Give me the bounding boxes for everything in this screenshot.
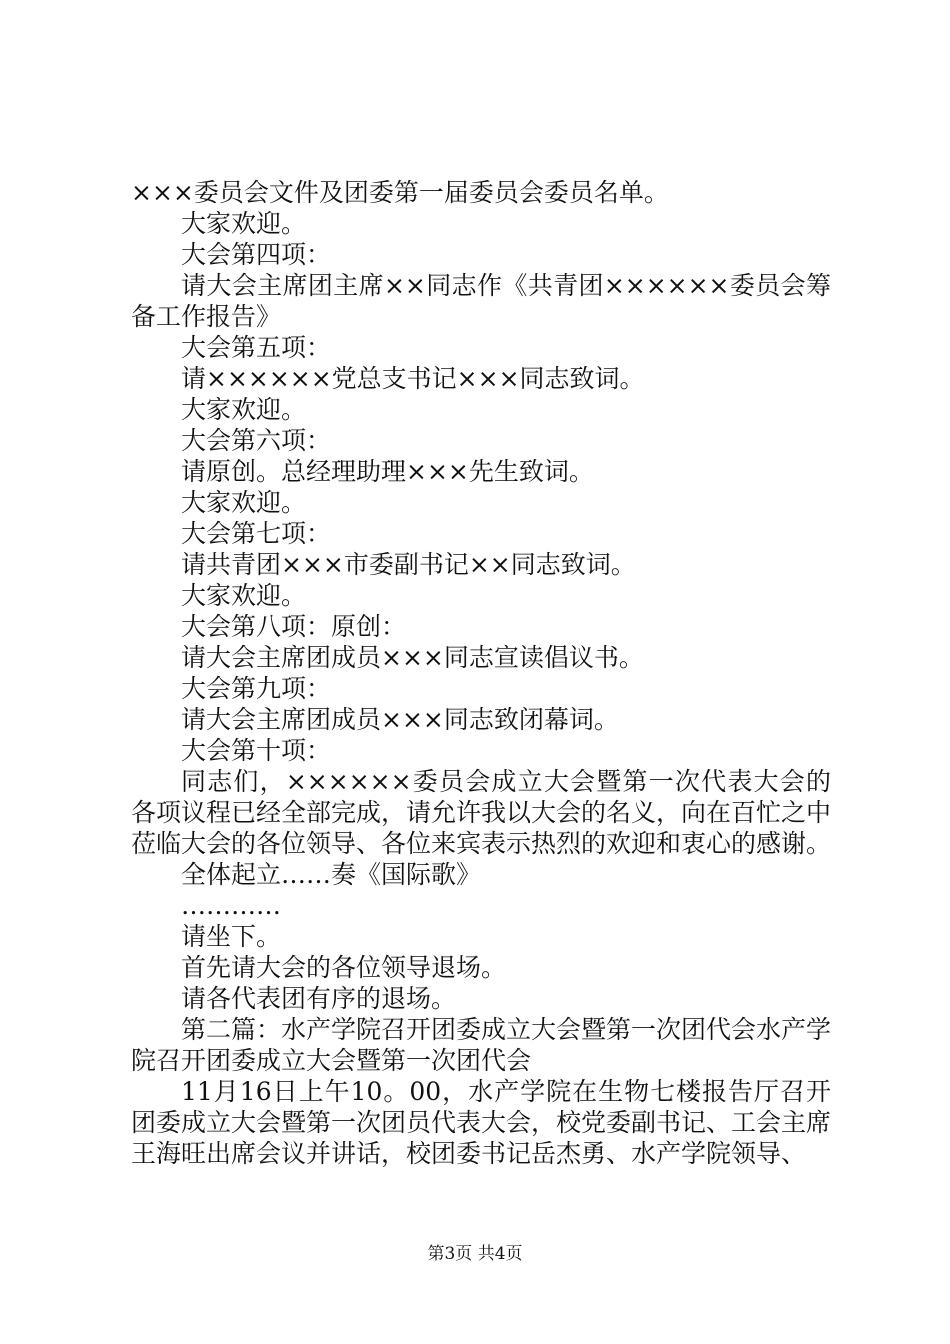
text-line: 请共青团×××市委副书记××同志致词。 [181,550,636,579]
text-line: ………… [181,891,281,920]
text-paragraph: 同志们，××××××委员会成立大会暨第一次代表大会的各项议程已经全部完成，请允许我以大会的名义，向在百忙之中莅临大会的各位领导、各位来宾表示热烈的欢迎和衷心的感谢。 [131,767,832,858]
text-line: 请原创。总经理助理×××先生致词。 [181,457,594,486]
text-line: 大家欢迎。 [181,209,307,238]
text-line: 大家欢迎。 [181,395,307,424]
text-paragraph: 11月16日上午10。00，水产学院在生物七楼报告厅召开团委成立大会暨第一次团员代表大会，校党委副书记、工会主席王海旺出席会议并讲话，校团委书记岳杰勇、水产学院领导、 [131,1077,832,1168]
text-line: 请坐下。 [181,922,282,951]
page-number-footer: 第3页 共4页 [427,1244,523,1264]
text-line: 大会第四项： [181,240,332,269]
text-line: 首先请大会的各位领导退场。 [181,953,507,982]
text-line: 请各代表团有序的退场。 [181,984,457,1013]
text-line: 请大会主席团成员×××同志致闭幕词。 [181,705,619,734]
text-line: 全体起立……奏《国际歌》 [181,860,482,889]
text-line: 大会第七项： [181,519,332,548]
text-line: 大会第十项： [181,736,332,765]
text-line: 大家欢迎。 [181,581,307,610]
text-line: 大会第五项： [181,333,332,362]
text-line: 大会第八项：原创： [181,612,407,641]
text-line: 大家欢迎。 [181,488,307,517]
text-line: 大会第九项： [181,674,332,703]
section-heading: 第二篇：水产学院召开团委成立大会暨第一次团代会水产学院召开团委成立大会暨第一次团代会 [131,1015,832,1075]
document-body [131,177,831,1169]
text-line: 大会第六项： [181,426,332,455]
text-line: 请××××××党总支书记×××同志致词。 [181,364,645,393]
text-paragraph: 请大会主席团主席××同志作《共青团××××××委员会筹备工作报告》 [131,271,831,331]
text-line: ×××委员会文件及团委第一届委员会委员名单。 [131,178,669,207]
text-line: 请大会主席团成员×××同志宣读倡议书。 [181,643,644,672]
